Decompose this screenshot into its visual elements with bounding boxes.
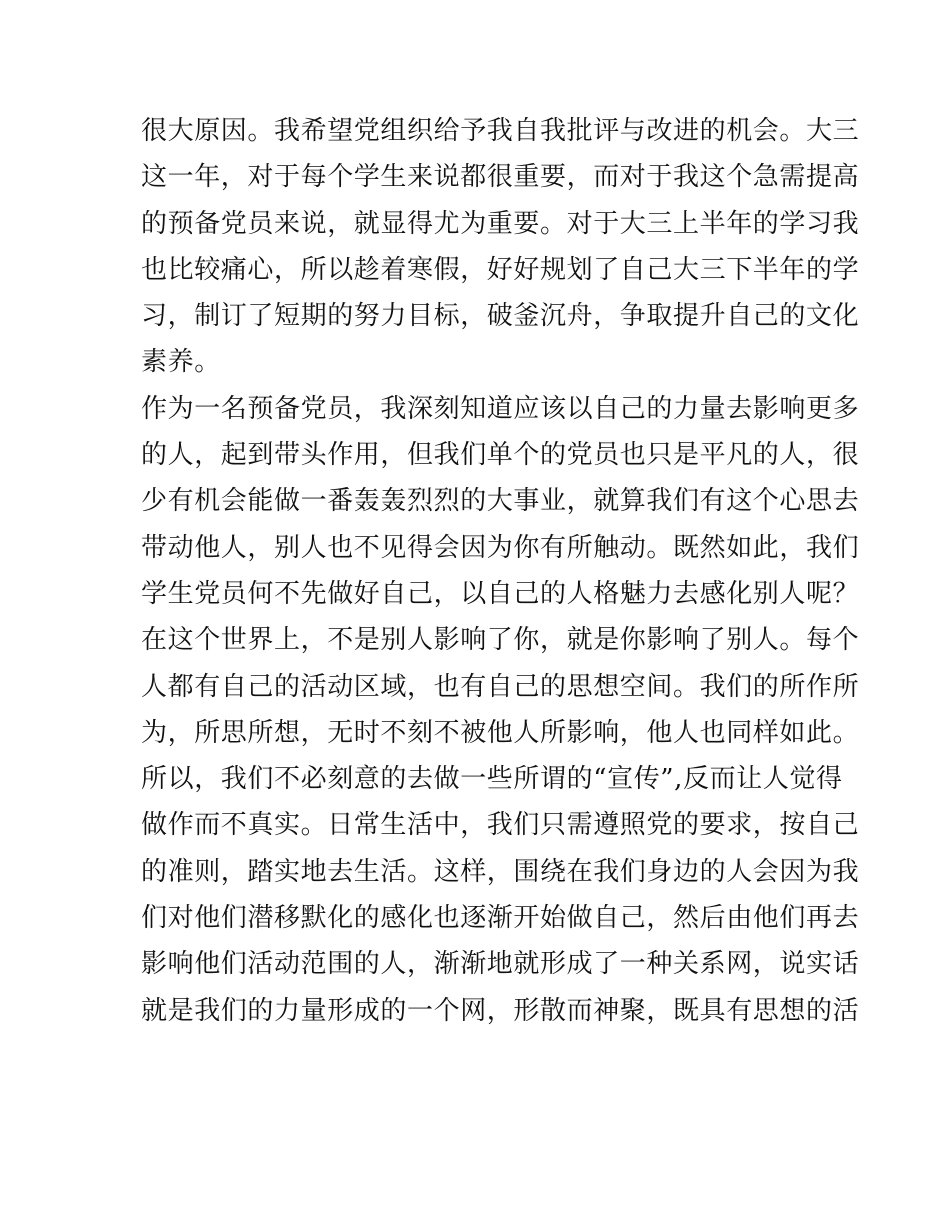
text-line: 作为一名预备党员，我深刻知道应该以自己的力量去影响更多 — [141, 393, 860, 424]
text-line: 影响他们活动范围的人，渐渐地就形成了一种关系网，说实话 — [141, 949, 860, 980]
text-line: 在这个世界上，不是别人影响了你，就是你影响了别人。每个 — [141, 625, 860, 656]
text-line: 少有机会能做一番轰轰烈烈的大事业，就算我们有这个心思去 — [141, 486, 860, 517]
text-line: 的准则，踏实地去生活。这样，围绕在我们身边的人会因为我 — [141, 856, 860, 887]
text-line: 为，所思所想，无时不刻不被他人所影响，他人也同样如此。 — [141, 717, 860, 748]
text-line: 习，制订了短期的努力目标，破釜沉舟，争取提升自己的文化 — [141, 301, 860, 332]
text-line: 带动他人，别人也不见得会因为你有所触动。既然如此，我们 — [141, 532, 860, 563]
text-line: 的预备党员来说，就显得尤为重要。对于大三上半年的学习我 — [141, 208, 860, 239]
text-line: 这一年，对于每个学生来说都很重要，而对于我这个急需提高 — [141, 162, 860, 193]
text-line: 就是我们的力量形成的一个网，形散而神聚，既具有思想的活 — [141, 995, 860, 1026]
body-text — [141, 108, 860, 1034]
text-line: 很大原因。我希望党组织给予我自我批评与改进的机会。大三 — [141, 116, 860, 146]
text-line: 做作而不真实。日常生活中，我们只需遵照党的要求，按自己 — [141, 810, 860, 841]
text-line: 所以，我们不必刻意的去做一些所谓的“宣传”,反而让人觉得 — [141, 764, 843, 795]
text-line: 也比较痛心，所以趁着寒假，好好规划了自己大三下半年的学 — [141, 254, 860, 285]
text-line: 们对他们潜移默化的感化也逐渐开始做自己，然后由他们再去 — [141, 903, 860, 934]
text-line: 的人，起到带头作用，但我们单个的党员也只是平凡的人，很 — [141, 440, 860, 471]
text-line: 人都有自己的活动区域，也有自己的思想空间。我们的所作所 — [141, 671, 860, 702]
text-line: 素养。 — [141, 347, 221, 378]
text-line: 学生党员何不先做好自己，以自己的人格魅力去感化别人呢？ — [141, 578, 860, 609]
